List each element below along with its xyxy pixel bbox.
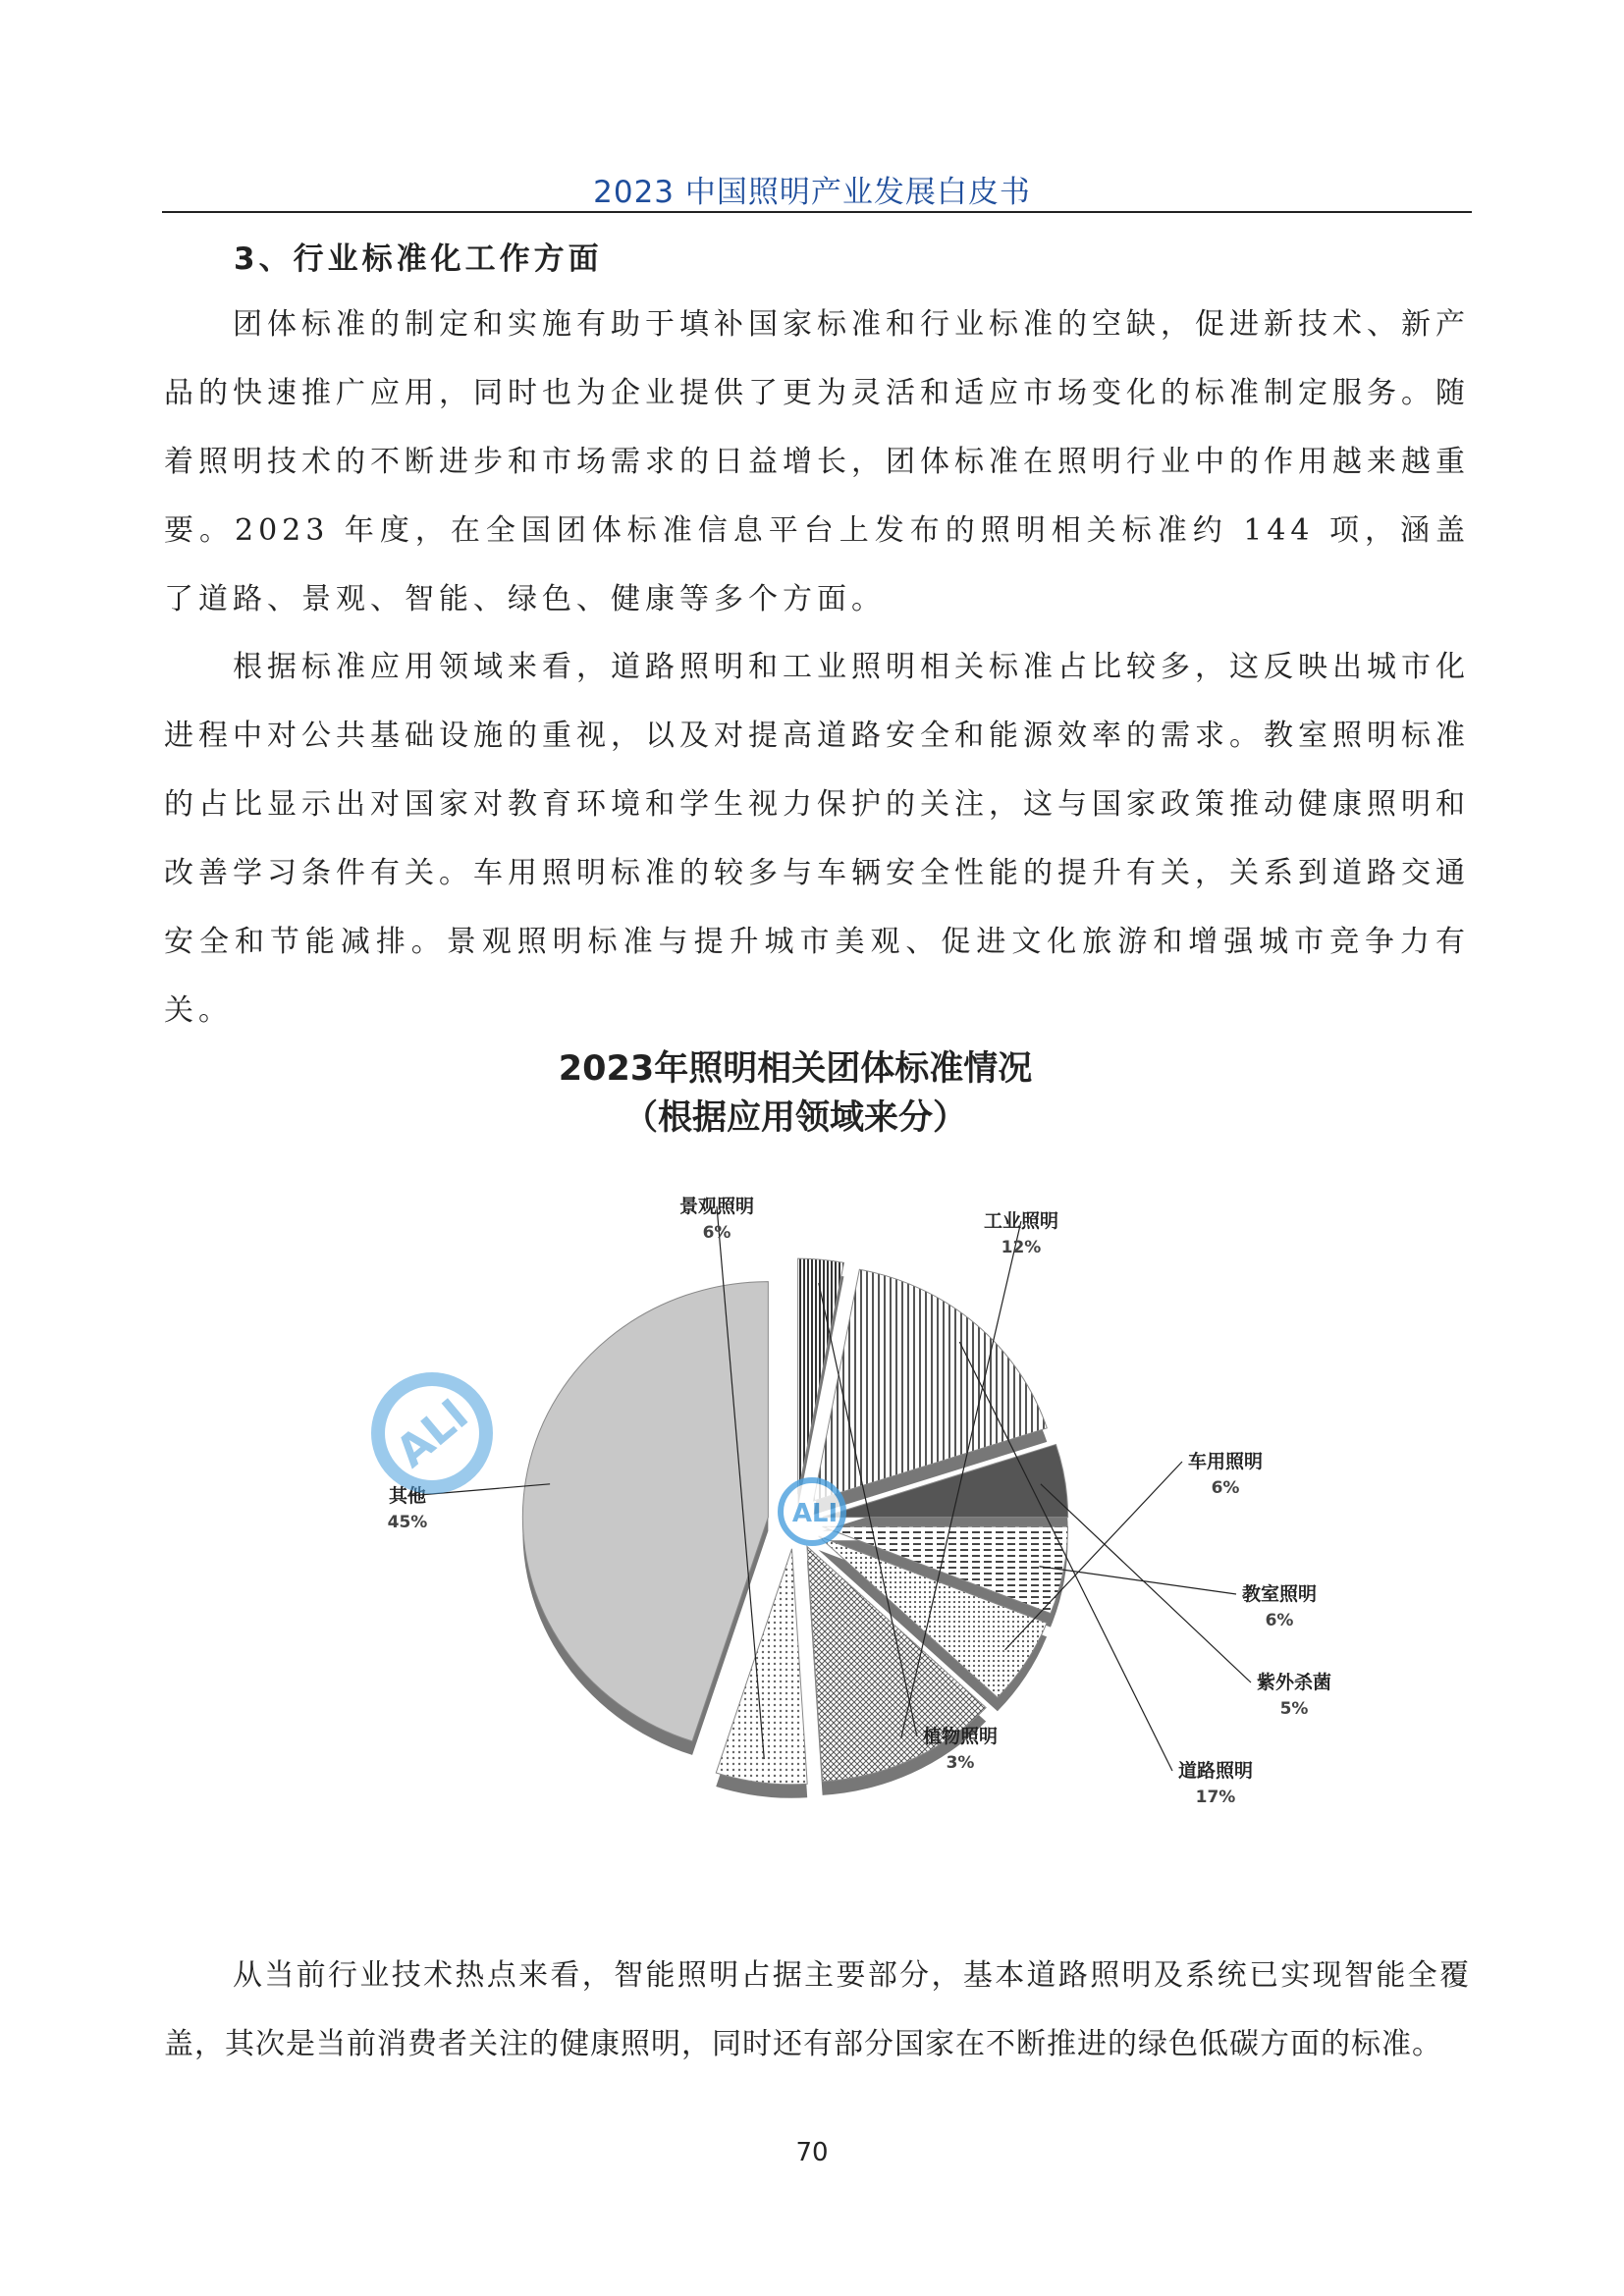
slice-percent-label: 45% [387,1513,428,1532]
paragraph-2 [164,633,1470,1045]
watermark-logo-center [781,1480,843,1543]
paragraph-3 [164,1942,1470,2079]
slice-label: 紫外杀菌 [1257,1672,1332,1693]
slice-label: 教室照明 [1242,1583,1318,1605]
page-number: 70 [795,2138,829,2167]
slice-percent-label: 5% [1279,1699,1309,1719]
paragraph-1 [164,291,1470,634]
document-header-title: 2023 中国照明产业发展白皮书 [593,175,1031,210]
pie-slice [522,1282,768,1741]
slice-percent-label: 3% [946,1753,975,1773]
slice-label: 其他 [388,1485,427,1507]
slice-percent-label: 6% [702,1223,731,1243]
slice-label: 植物照明 [923,1726,999,1747]
leader-line [1041,1484,1251,1682]
watermark-logo [378,1379,486,1487]
paragraph-2-text: 根据标准应用领域来看，道路照明和工业照明相关标准占比较多，这反映出城市化进程中对公共基础设施的重视，以及对提高道路安全和能源效率的需求。教室照明标准的占比显示出对国家对教育环境和学生视力保护的关注，这与国家政策推动健康照明和改善学习条件有关。车用照明标准的较多与车辆安全性能的提升有关，关系到道路交通安全和节能减排。景观照明标准与提升城市美观、促进文化旅游和增强城市竞争力有关。 [164,650,1470,1028]
section-heading: 3、行业标准化工作方面 [234,241,603,277]
paragraph-3-text: 从当前行业技术热点来看，智能照明占据主要部分，基本道路照明及系统已实现智能全覆盖，其次是当前消费者关注的健康照明，同时还有部分国家在不断推进的绿色低碳方面的标准。 [164,1958,1470,2061]
slice-percent-label: 6% [1265,1611,1294,1630]
watermark-center-text: ALI [791,1499,839,1528]
header-divider [162,211,1472,213]
slice-label: 景观照明 [678,1196,755,1217]
pie-chart [324,1031,1332,1885]
leader-line [1040,1567,1236,1594]
slice-label: 车用照明 [1188,1451,1264,1472]
slice-percent-label: 6% [1211,1478,1240,1498]
slice-label: 工业照明 [983,1210,1059,1232]
chart-title: 2023年照明相关团体标准情况 [558,1049,1033,1089]
paragraph-1-text: 团体标准的制定和实施有助于填补国家标准和行业标准的空缺，促进新技术、新产品的快速推广应用，同时也为企业提供了更为灵活和适应市场变化的标准制定服务。随着照明技术的不断进步和市场需求的日益增长，团体标准在照明行业中的作用越来越重要。2023 年度，在全国团体标准信息平台上发布的照明相关标准约 144 项，涵盖了道路、景观、智能、绿色、健康等多个方面。 [164,307,1470,616]
slice-percent-label: 17% [1195,1788,1236,1807]
watermark-text: ALI [386,1389,478,1478]
chart-subtitle: （根据应用领域来分） [623,1098,968,1138]
slice-label: 道路照明 [1178,1760,1254,1782]
slice-percent-label: 12% [1001,1238,1042,1257]
